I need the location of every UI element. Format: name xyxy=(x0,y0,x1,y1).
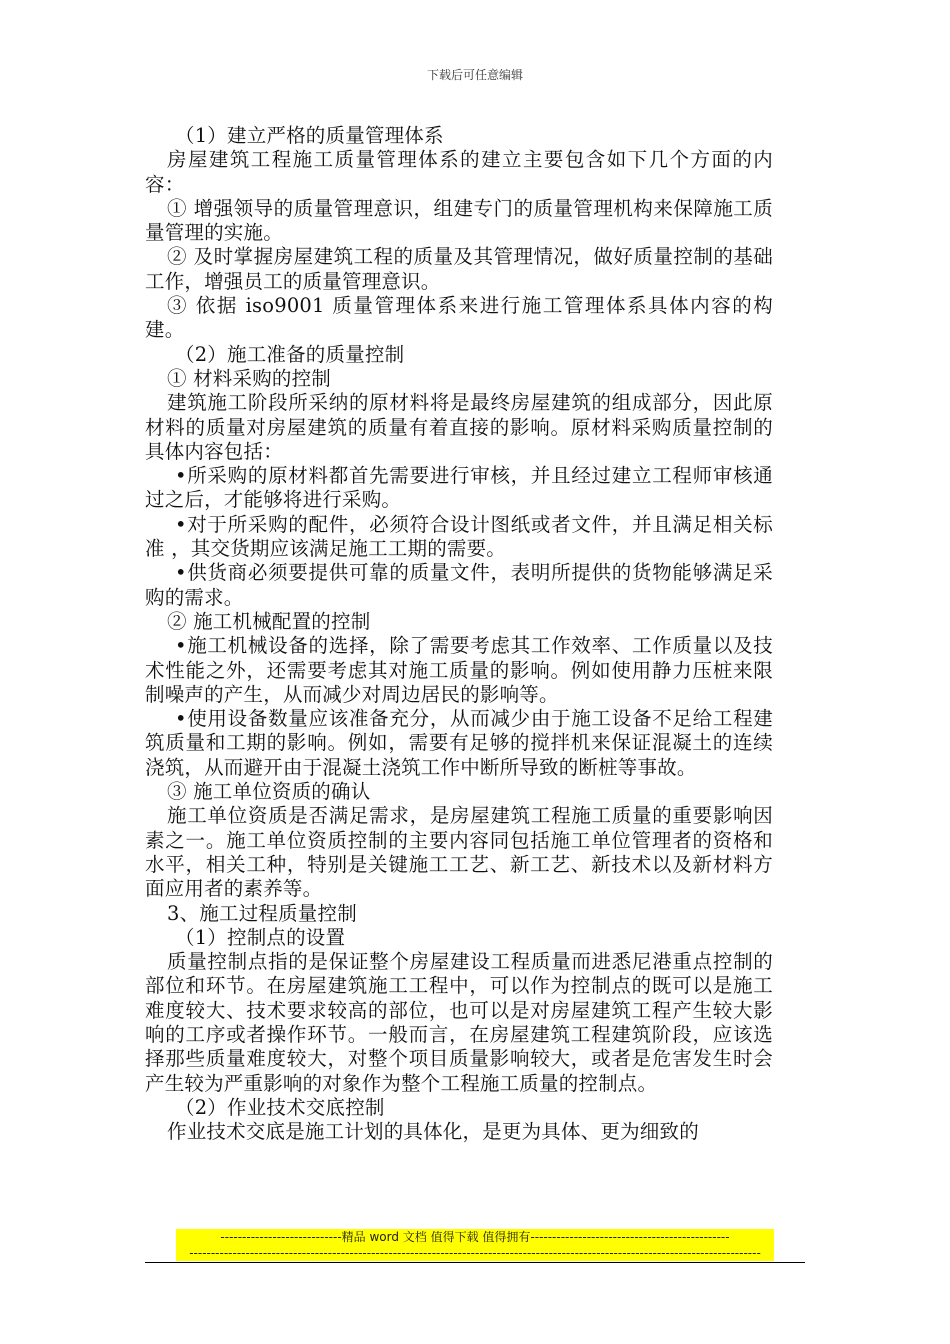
paragraph: （2）作业技术交底控制 xyxy=(175,1095,385,1119)
paragraph: 质量控制点指的是保证整个房屋建设工程质量而进悉尼港重点控制的部位和环节。在房屋建筑施工工程中，可以作为控制点的既可以是施工难度较大、技术要求较高的部位，也可以是对房屋建筑工程产生较大影响的工序或者操作环节。一般而言，在房屋建筑工程建筑阶段，应该选择那些质量难度较大，对整个项目质量影响较大，或者是危害发生时会产生较为严重影响的对象作为整个工程施工质量的控制点。 xyxy=(145,950,773,1095)
paragraph: （1）建立严格的质量管理体系 xyxy=(175,124,444,147)
paragraph: ③ 施工单位资质的确认 xyxy=(167,780,371,804)
paragraph: •所采购的原材料都首先需要进行审核，并且经过建立工程师审核通过之后，才能够将进行采购。 xyxy=(145,464,773,512)
paragraph: 房屋建筑工程施工质量管理体系的建立主要包含如下几个方面的内容： xyxy=(145,148,773,196)
paragraph: 3、施工过程质量控制 xyxy=(167,901,357,925)
footer-rule xyxy=(145,1262,805,1263)
paragraph: （2）施工准备的质量控制 xyxy=(175,342,405,366)
paragraph: ① 材料采购的控制 xyxy=(167,366,331,390)
footer-banner-line: ----------------------------精品 word 文档 值得下载 值得拥有---------------------------------------------- xyxy=(220,1230,730,1244)
paragraph: 建筑施工阶段所采纳的原材料将是最终房屋建筑的组成部分，因此原材料的质量对房屋建筑的质量有着直接的影响。原材料采购质量控制的具体内容包括： xyxy=(145,391,773,463)
paragraph: 作业技术交底是施工计划的具体化，是更为具体、更为细致的 xyxy=(167,1120,699,1144)
paragraph: 施工单位资质是否满足需求，是房屋建筑工程施工质量的重要影响因素之一。施工单位资质控制的主要内容同包括施工单位管理者的资格和水平，相关工种，特别是关键施工工艺、新工艺、新技术以及新材料方面应用者的素养等。 xyxy=(145,804,773,901)
footer-banner xyxy=(176,1229,774,1261)
paragraph: •施工机械设备的选择，除了需要考虑其工作效率、工作质量以及技术性能之外，还需要考虑其对施工质量的影响。例如使用静力压桩来限制噪声的产生，从而减少对周边居民的影响等。 xyxy=(145,634,773,706)
paragraph: •对于所采购的配件，必须符合设计图纸或者文件，并且满足相关标准 ，其交货期应该满足施工工期的需要。 xyxy=(145,512,773,561)
paragraph: •供货商必须要提供可靠的质量文件，表明所提供的货物能够满足采购的需求。 xyxy=(145,561,773,609)
footer-dashes-line: ------------------------------------------------------------------------------------------------------------------------------------ xyxy=(189,1246,761,1260)
paragraph: ③ 依据 iso9001 质量管理体系来进行施工管理体系具体内容的构建。 xyxy=(145,294,773,342)
paragraph: （1）控制点的设置 xyxy=(175,925,346,949)
document-body xyxy=(145,124,773,1144)
page-header: 下载后可任意编辑 xyxy=(426,68,523,82)
paragraph: ① 增强领导的质量管理意识，组建专门的质量管理机构来保障施工质量管理的实施。 xyxy=(145,196,773,245)
paragraph: •使用设备数量应该准备充分，从而减少由于施工设备不足给工程建筑质量和工期的影响。例如，需要有足够的搅拌机来保证混凝土的连续浇筑，从而避开由于混凝土浇筑工作中断所导致的断桩等事故。 xyxy=(145,707,773,779)
paragraph: ② 施工机械配置的控制 xyxy=(167,609,371,633)
paragraph: ② 及时掌握房屋建筑工程的质量及其管理情况，做好质量控制的基础工作，增强员工的质量管理意识。 xyxy=(145,245,773,293)
